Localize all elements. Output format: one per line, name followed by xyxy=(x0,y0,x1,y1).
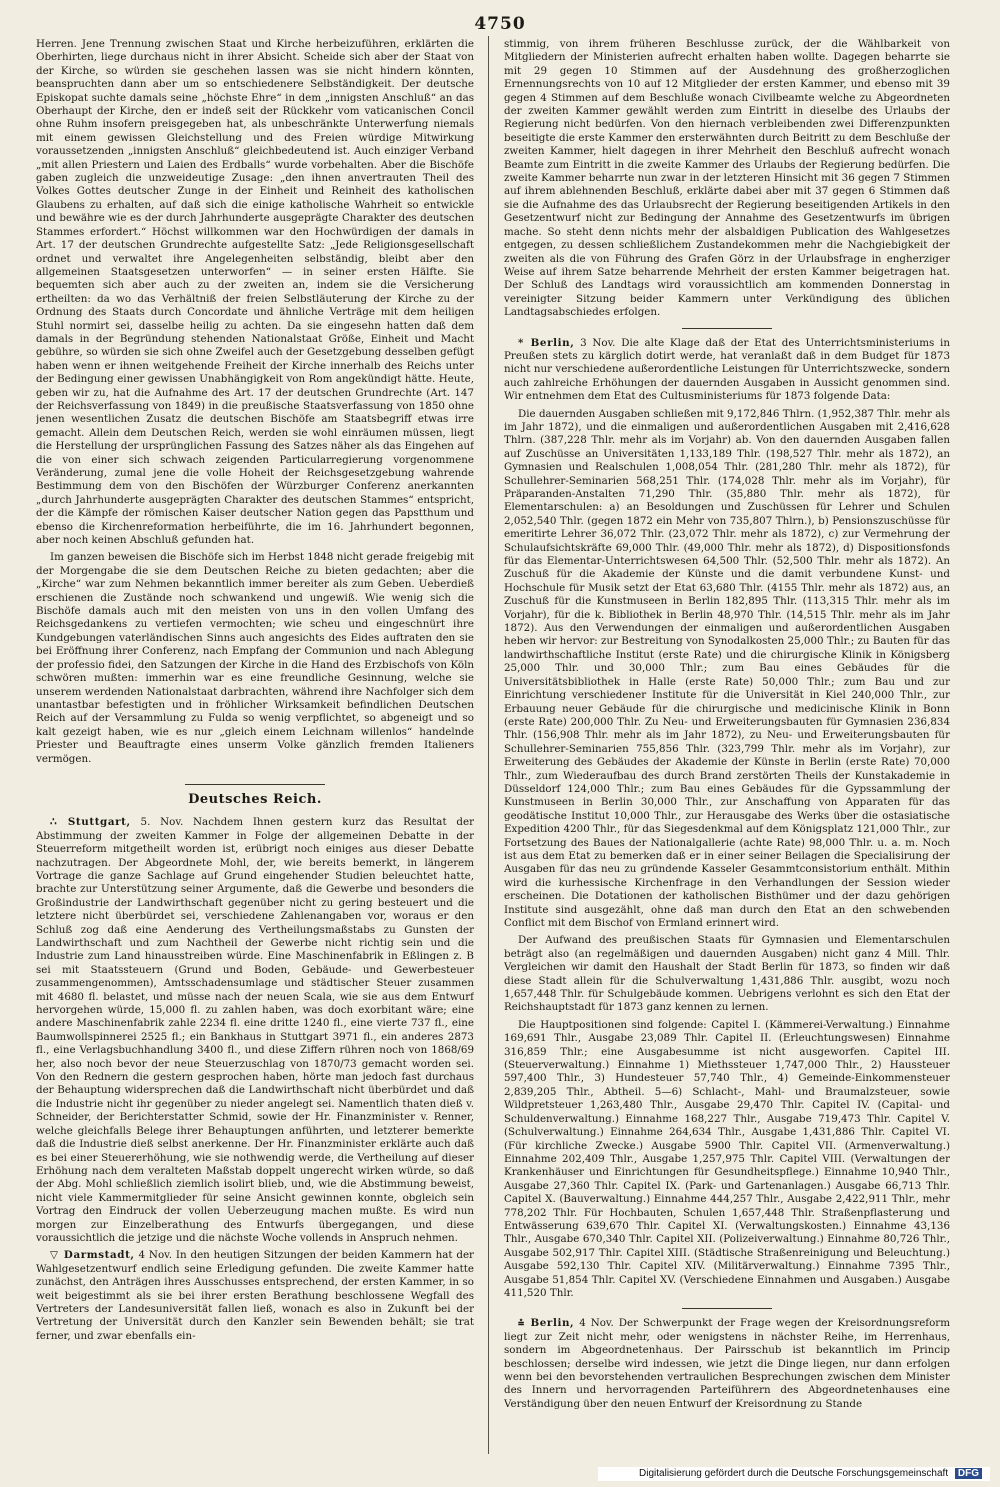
dateline: ▽ Darmstadt, xyxy=(50,1249,135,1262)
article-text: Nachdem Ihnen gestern kurz das Resultat der Abstimmung der zweiten Kammer in Folge der allgemeinen Debatte in der Steuerreform mitgetheilt worden ist, erübrigt noch einiges aus dieser Debatte nachzutragen. Der Abgeordnete Mohl, der, wie bereits bemerkt, in längerem Vortrage die ganze Sachlage auf Grund eingehender Studien beleuchtet hatte, brachte zur Unterstützung seiner Argumente, daß die Gewerbe und besonders die Großindustrie der Landwirthschaft gegenüber nicht zu gering besteuert und die letztere nicht überbürdet sei, verschiedene Zahlenangaben vor, woraus er den Schluß zog daß eine Aenderung des Vertheilungsmaßstabs zu Gunsten der Landwirthschaft und zum Nachtheil der Gewerbe nicht richtig sein und die Industrie zum Land hinausstreiben würde. Eine Maschinenfabrik in Eßlingen z. B sei mit Staatssteuern (Grund und Boden, Gebäude- und Gewerbesteuer zusammengenommen), Amtsschadensumlage und städtischer Steuer zusammen mit 4680 fl. belastet, und müsse nach der neuen Scala, wie sie aus dem Entwurf hervorgehen würde, 15,000 fl. zu zahlen haben, was doch exorbitant wäre; eine andere Maschinenfabrik zahle 2234 fl. eine dritte 1240 fl., eine vierte 737 fl., eine Baumwollspinnerei 2525 fl.; ein Bankhaus in Stuttgart 3971 fl., ein anderes 2873 fl., eine Verlagsbuchhandlung 3400 fl., und diese Ziffern rühren noch von 1868/69 her, also noch bevor der neue Steuerzuschlag von 1870/73 gemacht worden sei. Von den Rednern die gestern gesprochen haben, hörte man jedoch fast durchaus der Behauptung widersprechen daß die Landwirthschaft nicht überbürdet und daß die Industrie nicht ihr gegenüber zu nieder angelegt sei. Namentlich thaten dieß v. Schneider, der Berichterstatter Schmid, sowie der Hr. Finanzminister v. Renner, welche gleichfalls Belege ihrer Behauptungen anführten, und letzterer bemerkte daß die Industrie dieß selbst anerkenne. Der Hr. Finanzminister erklärte auch daß es bei einer Steuererhöhung, wie sie nothwendig werde, die Vertheilung auf dieser Erhöhung nach dem veralteten Maßstab doppelt ungerecht wirken würde, so daß der Abg. Mohl schließlich ziemlich isolirt blieb, und, wie die Abstimmung beweist, nicht viele Kammermitglieder für seine Ansicht gewinnen konnte, obgleich sein Vortrag den Eindruck der vollen Ueberzeugung machen mußte. Es wird nun morgen zur Einzelberathung des Entwurfs übergegangen, und diese voraussichtlich die jetzige und die nächste Woche vollends in Anspruch nehmen. xyxy=(36,816,474,1244)
date: 4 Nov. xyxy=(138,1249,173,1262)
dateline: * Berlin, xyxy=(518,336,575,349)
article-stuttgart xyxy=(36,816,474,1245)
article-text: Der Schwerpunkt der Frage wegen der Kreisordnungsreform liegt zur Zeit nicht mehr, oder wenigstens in nächster Reihe, im Herrenhaus, sondern im Abgeordnetenhaus. Der Pairsschub ist bekanntlich im Princip beschlossen; derselbe wird indessen, wie jetzt die Dinge liegen, nur dann erfolgen wenn bei den bevorstehenden vertraulichen Besprechungen zwischen dem Minister des Innern und hervorragenden Parteiführern des Abgeordnetenhauses eine Verständigung über den neuen Entwurf der Kreisordnung zu Stande xyxy=(504,1317,950,1410)
right-column xyxy=(504,38,950,1443)
credit-text: Digitalisierung gefördert durch die Deutsche Forschungsgemeinschaft xyxy=(639,1468,949,1479)
column-divider xyxy=(488,36,489,1454)
page-number: 4750 xyxy=(474,14,526,34)
digitization-credit xyxy=(598,1467,990,1481)
separator xyxy=(682,1308,772,1309)
paragraph: Herren. Jene Trennung zwischen Staat und Kirche herbeizuführen, erklärten die Oberhirten, liege durchaus nicht in ihrer Absicht. Scheide sich aber der Staat von der Kirche, so würden sie geschehen lassen was sie nicht hindern könnten, beanspruchten dann aber um so entschiedenere Selbständigkeit. Der deutsche Episkopat suchte damals seine „höchste Ehre“ in dem „innigsten Anschluß“ an das Oberhaupt der Kirche, den er indeß seit der Rückkehr vom vaticanischen Concil ohne Ruhm insofern preisgegeben hat, als unbeschränkte Unterwerfung niemals mit einem gewissen Gleichstellung und des Freien würdige Mitwirkung voraussetzenden „innigsten Anschluß“ gleichbedeutend ist. Auch einziger Verband „mit allen Priestern und Laien des Erdballs“ wurde vorbehalten. Aber die Bischöfe gaben zugleich die unzweideutige Zusage: „den ihnen anvertrauten Theil des Volkes Gottes deutscher Zunge in der Einheit und Reinheit des katholischen Glaubens zu erhalten, auf daß sich die einige katholische Wahrheit so entwickle und bewähre wie es der durch Jahrhunderte ausgeprägte Charakter des deutschen Stammes erfordert.“ Höchst willkommen war den Hochwürdigen der damals in Art. 17 der deutschen Grundrechte aufgestellte Satz: „Jede Religionsgesellschaft ordnet und verwaltet ihre Angelegenheiten selbständig, bleibt aber den allgemeinen Staatsgesetzen unterworfen“ — in seiner ersten Hälfte. Sie bequemten sich aber auch zu der zweiten an, indem sie die Versicherung ertheilten: da wo das Verhältniß der freien Selbstläuterung der Kirche zu der Ordnung des Staats durch Concordate und ähnliche Verträge mit dem heiligen Stuhl normirt sei, dasselbe heilig zu achten. Da sie eingesehn hatten daß dem damals in der Begründung stehenden Nationalstaat Größe, Einheit und Macht gebühre, so würden sie sich ohne Zweifel auch der Gesetzgebung desselben gefügt haben wenn er ihnen weitgehende Freiheit der Kirche innerhalb des Reichs unter der Bedingung einer gewissen Unabhängigkeit von Rom angekündigt hätte. Heute, geben wir zu, hat die Aufnahme des Art. 17 der deutschen Grundrechte (Art. 147 der Reichsverfassung von 1849) in die preußische Staatsverfassung von 1850 ohne jenen wesentlichen Zusatz die deutschen Bischöfe am Staatsbegriff etwas irre gemacht. Allein dem Deutschen Reich, werden sie wohl einräumen müssen, liegt die Herstellung der ursprünglichen Fassung des Satzes näher als das Eingehen auf die von einer sich schwach zeigenden Particularregierung vorgenommene Veränderung, zumal jene die volle Hoheit der Reichsgesetzgebung wahrende Bestimmung dem von den Bischöfen der Würzburger Conferenz anerkannten „durch Jahrhunderte ausgeprägten Charakter des deutschen Stammes“ entspricht, der die Kämpfe der römischen Kaiser deutscher Nation gegen das Papstthum und ebenso die Kirchenreformation herbeiführte, die im 16. Jahrhundert begonnen, aber noch keinen Abschluß gefunden hat. xyxy=(36,38,474,547)
paragraph: Der Aufwand des preußischen Staats für Gymnasien und Elementarschulen beträgt also (an regelmäßigen und dauernden Ausgaben) nicht ganz 4 Mill. Thlr. Vergleichen wir damit den Haushalt der Stadt Berlin für 1873, so finden wir daß diese Stadt allein für die Schulverwaltung 1,431,886 Thlr. ausgibt, wozu noch 1,657,448 Thlr. für Schulgebäude kommen. Uebrigens verlohnt es sich den Etat der Reichshauptstadt für 1873 ganz kennen zu lernen. xyxy=(504,934,950,1014)
paragraph: Im ganzen beweisen die Bischöfe sich im Herbst 1848 nicht gerade freigebig mit der Morgengabe die sie dem Deutschen Reiche zu bieten gedachten; aber die „Kirche“ war zum Nehmen bekanntlich immer bereiter als zum Geben. Ueberdieß erschienen die Zustände noch schwankend und ungewiß. Wie wenig sich die Bischöfe damals auch mit den meisten von uns in den vollen Umfang des Reichsgedankens zu vertiefen vermochten; wie scheu und eingeschnürt ihre Kundgebungen vaterländischen Sinns auch angesichts des Eides auftraten den sie bei Eröffnung ihrer Conferenz, nach Empfang der Communion und nach Ablegung der professio fidei, den Satzungen der Kirche in die Hand des Erzbischofs von Köln schwören mußten: immerhin war es eine freundliche Gesinnung, welche sie unserem werdenden Nationalstaat darbrachten, während ihre Nachfolger sich dem unantastbar befestigten und in fröhlicher Wirksamkeit befindlichen Deutschen Reich auf der Versammlung zu Fulda so wenig verpflichtet, so abgeneigt und so kalt gezeigt haben, wie es nur „gleich einem Leichnam willenlos“ handelnde Priester und Beauftragte eines unserm Volke gänzlich fremden Italieners vermögen. xyxy=(36,551,474,765)
article-berlin-3nov xyxy=(504,337,950,404)
paragraph: Die dauernden Ausgaben schließen mit 9,172,846 Thlrn. (1,952,387 Thlr. mehr als im Jahr 1872), und die einmaligen und außerordentlichen Ausgaben mit 2,416,628 Thlrn. (387,228 Thlr. mehr als im Vorjahr) ab. Von den dauernden Ausgaben fallen auf Zuschüsse an Universitäten 1,133,189 Thlr. (198,527 Thlr. mehr als 1872), an Gymnasien und Realschulen 1,008,054 Thlr. (281,280 Thlr. mehr als 1872), für Schullehrer-Seminarien 568,251 Thlr. (174,028 Thlr. mehr als im Vorjahr), für Präparanden-Anstalten 71,290 Thlr. (35,880 Thlr. mehr als 1872), für Elementarschulen: a) an Besoldungen und Zuschüssen für Lehrer und Schulen 2,052,540 Thlr. (gegen 1872 ein Mehr von 735,807 Thlrn.), b) Pensionszuschüsse für emeritirte Lehrer 36,072 Thlr. (23,072 Thlr. mehr als 1872), c) zur Vermehrung der Schulaufsichtskräfte 69,000 Thlr. (49,000 Thlr. mehr als 1872), d) Dispositionsfonds für das Elementar-Unterrichtswesen 64,500 Thlr. (52,500 Thlr. mehr als 1872). An Zuschuß für die Akademie der Künste und die damit verbundene Kunst- und Hochschule für Musik setzt der Etat 63,680 Thlr. (4155 Thlr. mehr als 1872) aus, an Zuschuß für die Kunstmuseen in Berlin 182,895 Thlr. (113,315 Thlr. mehr als im Vorjahr), für die k. Bibliothek in Berlin 48,970 Thlr. (14,515 Thlr. mehr als im Jahr 1872). Aus den Verwendungen der einmaligen und außerordentlichen Ausgaben heben wir hervor: zur Bestreitung von Synodalkosten 25,000 Thlr.; zu Bauten für das landwirthschaftliche Institut (erste Rate) und die chirurgische Klinik in Königsberg 25,000 Thlr. und 30,000 Thlr.; zum Bau eines Gebäudes für die Universitätsbibliothek in Halle (erste Rate) 50,000 Thlr.; zum Bau und zur Einrichtung verschiedener Institute für die Universität in Kiel 240,000 Thlr., zur Erbauung neuer Gebäude für die chirurgische und medicinische Klinik in Bonn (erste Rate) 200,000 Thlr. Zu Neu- und Erweiterungsbauten für Gymnasien 236,834 Thlr. (156,908 Thlr. mehr als im Jahr 1872), zu Neu- und Erweiterungsbauten für Schullehrer-Seminarien 755,856 Thlr. (323,799 Thlr. mehr als im Vorjahr), zur Erweiterung des Gebäudes der Akademie der Künste in Berlin (erste Rate) 70,000 Thlr., zum Wiederaufbau des durch Brand zerstörten Theils der Kunstakademie in Düsseldorf 124,000 Thlr.; zum Bau eines Gebäudes für die Gypssammlung der Kunstmuseen in Berlin 30,000 Thlr., zur Anschaffung von Apparaten für das geodätische Institut 10,000 Thlr., zur Herausgabe des Werks über die ostasiatische Expedition 4200 Thlr., für das Siegesdenkmal auf dem Königsplatz 121,000 Thlr., zur Fortsetzung des Baues der Nationalgallerie (achte Rate) 98,000 Thlr. u. a. m. Noch ist aus dem Etat zu bemerken daß er in einer seiner Beilagen die Specialisirung der Ausgaben für das neu zu gründende Kasseler Gesammtconsistorium enthält. Mithin wird die kurhessische Kirchenfrage in den Verhandlungen der Session wieder erscheinen. Die Dotationen der katholischen Bisthümer und der dazu gehörigen Institute sind ausgezählt, ohne daß man durch den Etat an den schwebenden Conflict mit dem Bischof von Ermland erinnert wird. xyxy=(504,407,950,929)
dfg-logo: DFG xyxy=(955,1468,982,1479)
separator xyxy=(682,328,772,329)
date: 5. Nov. xyxy=(140,816,184,829)
dateline: ∴ Stuttgart, xyxy=(50,816,131,829)
section-title: Deutsches Reich. xyxy=(36,784,474,806)
date: 3 Nov. xyxy=(580,336,616,349)
paragraph: Die Hauptpositionen sind folgende: Capitel I. (Kämmerei-Verwaltung.) Einnahme 169,691 Thlr., Ausgabe 23,089 Thlr. Capitel II. (Erleuchtungswesen) Einnahme 316,859 Thlr.; eine Ausgabesumme ist nicht ausgeworfen. Capitel III. (Steuerverwaltung.) Einnahme 1) Miethssteuer 1,747,000 Thlr., 2) Haussteuer 597,400 Thlr., 3) Hundesteuer 57,740 Thlr., 4) Gemeinde-Einkommensteuer 2,839,205 Thlr., Abtheil. 5—6) Schlacht-, Mahl- und Braumalzsteuer, sowie Wildpretsteuer 1,263,480 Thlr., Ausgabe 29,470 Thlr. Capitel IV. (Capital- und Schuldenverwaltung.) Einnahme 168,227 Thlr., Ausgabe 719,473 Thlr. Capitel V. (Schulverwaltung.) Einnahme 264,634 Thlr., Ausgabe 1,431,886 Thlr. Capitel VI. (Für kirchliche Zwecke.) Ausgabe 5900 Thlr. Capitel VII. (Armenverwaltung.) Einnahme 202,409 Thlr., Ausgabe 1,257,975 Thlr. Capitel VIII. (Verwaltungen der Krankenhäuser und Einrichtungen für Gesundheitspflege.) Einnahme 10,940 Thlr., Ausgabe 27,360 Thlr. Capitel IX. (Park- und Gartenanlagen.) Ausgabe 66,713 Thlr. Capitel X. (Bauverwaltung.) Einnahme 444,257 Thlr., Ausgabe 2,422,911 Thlr., mehr 778,202 Thlr. Für Hochbauten, Schulen 1,657,448 Thlr. Straßenpflasterung und Entwässerung 639,670 Thlr. Capitel XI. (Verwaltungskosten.) Einnahme 43,136 Thlr., Ausgabe 670,340 Thlr. Capitel XII. (Polizeiverwaltung.) Einnahme 80,726 Thlr., Ausgabe 502,917 Thlr. Capitel XIII. (Städtische Straßenreinigung und Beleuchtung.) Ausgabe 592,130 Thlr. Capitel XIV. (Militärverwaltung.) Einnahme 7395 Thlr., Ausgabe 51,854 Thlr. Capitel XV. (Verschiedene Einnahmen und Ausgaben.) Ausgabe 411,520 Thlr. xyxy=(504,1018,950,1299)
article-berlin-4nov xyxy=(504,1317,950,1411)
date: 4 Nov. xyxy=(579,1317,614,1330)
article-darmstadt xyxy=(36,1249,474,1343)
paragraph: stimmig, von ihrem früheren Beschlusse zurück, der die Wählbarkeit von Mitgliedern der Ministerien aufrecht erhalten haben wollte. Dagegen beharrte sie mit 29 gegen 10 Stimmen auf der Ausdehnung des großherzoglichen Ernennungsrechts von 10 auf 12 Mitglieder der ersten Kammer, und ebenso mit 39 gegen 4 Stimmen auf dem Beschluße wonach Civilbeamte welche zu Abgeordneten der zweiten Kammer gewählt werden zum Eintritt in dieselbe des Urlaubs der Regierung nicht bedürfen. Von den hiernach verbleibenden zwei Differenzpunkten beseitigte die erste Kammer den ersterwähnten durch Beitritt zu dem Beschluße der zweiten Kammer, hielt dagegen in ihrer Mehrheit den Beschluß aufrecht wonach Beamte zum Eintritt in die zweite Kammer des Urlaubs der Regierung bedürfen. Die zweite Kammer beharrte nun zwar in der letzteren Hinsicht mit 36 gegen 7 Stimmen auf ihrem ablehnenden Beschluß, erklärte dabei aber mit 37 gegen 6 Stimmen daß sie die Aufnahme des das Urlaubsrecht der Regierung beseitigenden Artikels in den Gesetzentwurf nicht zur Bedingung der Annahme des Gesetzentwurfs im übrigen mache. So steht denn nichts mehr der alsbaldigen Publication des Wahlgesetzes entgegen, zu dessen schließlichem Zustandekommen mehr die Nachgiebigkeit der zweiten als die von Führung des Grafen Görz in der Urlaubsfrage in engherziger Weise auf ihrem Satze beharrende Mehrheit der ersten Kammer beigetragen hat. Der Schluß des Landtags wird voraussichtlich am kommenden Donnerstag in vereinigter Sitzung beider Kammern unter Verkündigung des üblichen Landtagsabschiedes erfolgen. xyxy=(504,38,950,319)
dateline: ⩮ Berlin, xyxy=(518,1317,575,1330)
article-text: In den heutigen Sitzungen der beiden Kammern hat der Wahlgesetzentwurf endlich seine Erledigung gefunden. Die zweite Kammer hatte zunächst, den Anträgen ihres Ausschusses entsprechend, der ersten Kammer, in so weit beigestimmt als sie bei ihrer ersten Berathung beschlossene Wegfall des Vertreters der Landesuniversität fallen ließ, wonach es also in Zukunft bei der Vertretung der Universität durch den Kanzler sein Bewenden behält; sie trat ferner, und zwar ebenfalls ein- xyxy=(36,1249,474,1342)
article-text: Die alte Klage daß der Etat des Unterrichtsministeriums in Preußen stets zu kärglich dotirt werde, hat veranlaßt daß in dem Budget für 1873 nicht nur verschiedene außerordentliche Leistungen für Unterrichtszwecke, sondern auch zahlreiche Erhöhungen der dauernden Ausgaben in Aussicht genommen sind. Wir entnehmen dem Etat des Cultusministeriums für 1873 folgende Data: xyxy=(504,336,950,403)
left-column xyxy=(36,38,474,1443)
